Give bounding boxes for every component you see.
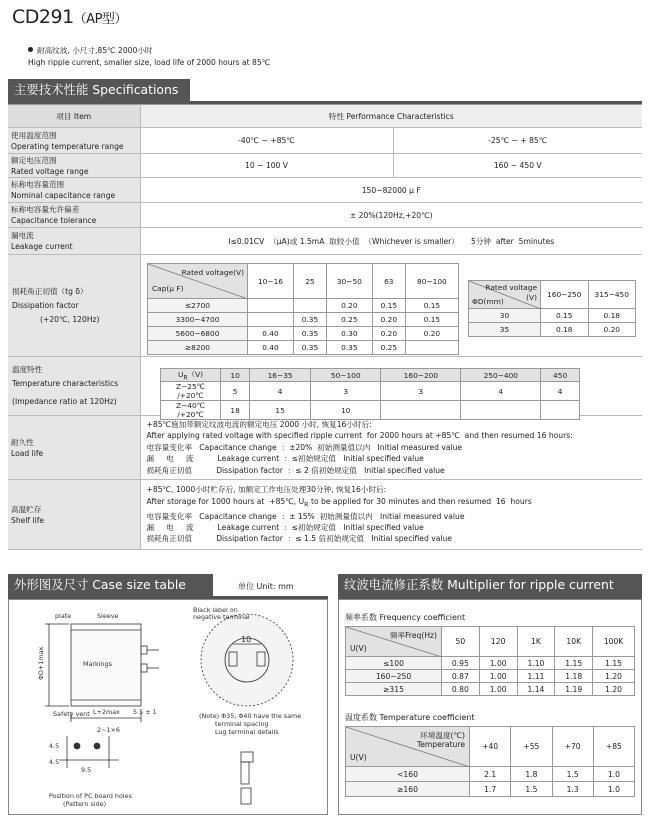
table-cell: ≤100 (346, 657, 442, 670)
dim-label: 9.5 (81, 766, 92, 774)
table-cell: ≤2700 (148, 299, 248, 313)
product-title: CD291（AP型） (12, 6, 127, 28)
text-line: 电容量变化率 Capacitance change ：± 15% 初始测量值以内 Initial measured value (146, 511, 465, 521)
table-cell: ≥8200 (148, 341, 248, 355)
negative-terminal-text: negative terminal (193, 613, 250, 621)
table-row (469, 323, 636, 337)
table-cell: 0.15 (405, 299, 458, 313)
table-cell: 16~35 (250, 369, 311, 382)
table-cell: 0.18 (541, 323, 589, 337)
note-text-3: Lug terminal details (215, 728, 279, 736)
table-cell: 3300~4700 (148, 313, 248, 327)
table-cell: 0.20 (588, 323, 636, 337)
text-line: 损耗角正切值 Dissipation factor ：≤ 1.5 倍初始规定值 Initial specified value (146, 534, 452, 544)
table-cell: 10 (221, 369, 250, 382)
table-cell: 18 (221, 401, 250, 420)
table-cell: 3 (381, 382, 461, 401)
table-cell: 1.19 (555, 683, 593, 696)
table-cell: 4 (250, 382, 311, 401)
table-cell: 1.5 (511, 782, 552, 797)
text-line: 漏 电 流 Leakage current ：≤初始规定值 Initial specified value (146, 522, 424, 532)
table-cell (541, 401, 580, 420)
table-cell: 1.0 (593, 782, 634, 797)
table-row (148, 341, 459, 355)
table-cell: Z−25℃ /+20℃ (161, 382, 221, 401)
table-cell: Z−40℃ /+20℃ (161, 401, 221, 420)
ur-label: $U_R(V)$ (161, 369, 221, 382)
ripple-section-header: 纹波电流修正系数 Multiplier for ripple current (338, 574, 642, 599)
case-drawing-panel (8, 599, 328, 815)
table-cell: 1.00 (479, 670, 517, 683)
table-cell: 1.15 (555, 657, 593, 670)
feature-text: 耐高纹波, 小尺寸,85℃ 2000小时 High ripple current, smaller size, load life of 2000 hours at 85℃ (28, 46, 271, 67)
dim-label-3: 4.5 (49, 758, 60, 766)
pcb-label: Position of PC board holes (49, 792, 132, 800)
pcb-label-2: (Pattern side) (63, 800, 107, 808)
frequency-coefficient-table: 频率Freq(Hz) U(V) 50 120 1K 10K 100K ≤100 0.95 1.00 1.10 1.15 1.15 160~250 0.87 1.00 1.11 1.18 1.20 ≥315 0.80 1.00 1.14 1.19 1.20 (345, 626, 635, 696)
lead-label: 5.5 ± 1 (133, 708, 157, 716)
hole-label: 2~1×6 (97, 726, 120, 734)
bullet-icon (28, 47, 33, 52)
table-cell: 1.00 (479, 657, 517, 670)
table-cell: ≥315 (346, 683, 442, 696)
table-cell: 5 (221, 382, 250, 401)
table-row (148, 313, 459, 327)
table-cell: 450 (541, 369, 580, 382)
table-cell: 0.25 (372, 341, 405, 355)
table-cell (293, 299, 326, 313)
capacitor-drawing (9, 600, 327, 814)
table-cell: ≥160 (346, 782, 470, 797)
table-cell: 1.15 (593, 657, 635, 670)
table-cell (248, 299, 294, 313)
table-cell (405, 341, 458, 355)
table-cell: 0.20 (326, 299, 372, 313)
table-cell: 1.5 (552, 767, 593, 782)
spec-table: 项目 Item 特性 Performance Characteristics 使用温度范围 Operating temperature range -40℃ ~ +85℃ -25℃ ~ + 85℃ 额定电压范围 Rated voltage range 10 ~ 100 V 160 ~ 450 V 标称电容量范围 Nominal capacitance range 150~82000 μ F 标称电容量允许偏差 Capacitance tolerance ± 20%(120Hz,+20℃) 漏电流 Leakage current I≤0.01CV （μA)或 1.5mA 取较小值 （Whichever is smaller） 5分钟 after 5minutes 损耗角正切值（tg δ） Dissipation factor (+20℃, 120Hz) 温度特性 Temperature characteristics (Impedance ratio at 120Hz) 耐久性 Load life +85℃施加带额定纹波电流的额定电压 2000 小时, 恢复16小时后: After applying rated voltage with specified ripple current for 2000 hours at +85℃ and then resumed 16 hours: 电容量变化率 Capacitance change ：±20% 初始测量值以内 Initial measured value 漏 电 流 Leakage current ：≤初始规定值 Initial specified value 损耗角正切值 Dissipation factor ：≤ 2 倍初始规定值 Initial specified value 高温贮存 Shelf life +85℃, 1000小时贮存后, 加额定工作电压处理30分钟, 恢复16小时后: After storage for 1000 hours at +85℃, $U_R$ to be applied for 30 minutes and then resumed 16 hours 电容量变化率 Capacitance change ：± 15% 初始测量值以内 Initial measured value 漏 电 流 Leakage current ：≤初始规定值 Initial specified value 损耗角正切值 Dissipation factor ：≤ 1.5 倍初始规定值 Initial specified value (8, 104, 642, 550)
table-cell: 2.1 (470, 767, 511, 782)
table-cell: 0.40 (248, 327, 294, 341)
table-cell: 0.35 (293, 313, 326, 327)
table-row (346, 670, 635, 683)
table-row (161, 382, 580, 401)
table-cell: 10 (311, 401, 381, 420)
table-row (161, 401, 580, 420)
table-cell: 0.87 (442, 670, 480, 683)
table-cell: 4 (461, 382, 541, 401)
table-cell: 1.20 (593, 683, 635, 696)
text-line: After applying rated voltage with specified ripple current for 2000 hours at +85℃ and then resumed 16 hours: (146, 431, 573, 441)
table-cell: 0.35 (326, 341, 372, 355)
table-cell: 5600~6800 (148, 327, 248, 341)
table-cell: 1.3 (552, 782, 593, 797)
table-row (346, 657, 635, 670)
length-label: L+2max (93, 708, 120, 716)
diameter-label: ΦD+1max (37, 646, 45, 680)
text-line: 漏 电 流 Leakage current ：≤初始规定值 Initial specified value (146, 454, 424, 464)
table-row (346, 782, 635, 797)
table-row (148, 327, 459, 341)
table-cell: 0.15 (541, 309, 589, 323)
case-section-header: 外形图及尺寸 Case size table 单位 Unit: mm (8, 574, 328, 599)
table-cell: 1.8 (511, 767, 552, 782)
table-cell: 1.20 (593, 670, 635, 683)
table-cell: 0.95 (442, 657, 480, 670)
black-label-text: Black label on (193, 606, 238, 614)
table-cell: 160~200 (381, 369, 461, 382)
ripple-panel: 频率系数 Frequency coefficient 频率Freq(Hz) U(V) 50 120 1K 10K 100K ≤100 0.95 1.00 1.10 1.15 1.15 160~250 0.87 1.00 1.11 1.18 1.20 ≥315 0.80 1.00 1.14 1.19 1.20 温度系数 Temperature coefficient 环境温度(℃) Temperature U(V) +40 +55 +70 +85 <160 2.1 1.8 1.5 1.0 ≥160 1.7 1.5 1.3 1.0 (338, 599, 642, 815)
table-cell: 0.40 (248, 341, 294, 355)
dim-label-2: 4.5 (49, 742, 60, 750)
table-cell: 4 (541, 382, 580, 401)
table-cell: 1.00 (479, 683, 517, 696)
table-cell: 0.80 (442, 683, 480, 696)
text-line: After storage for 1000 hours at +85℃, $U_R$ to be applied for 30 minutes and then resumed 16 hours (146, 496, 532, 509)
spec-section-header: 主要技术性能 Specifications (8, 79, 642, 104)
plate-label: plate (55, 612, 72, 620)
table-cell: 0.20 (405, 327, 458, 341)
markings-label: Markings (83, 660, 112, 668)
temperature-coefficient-table: 环境温度(℃) Temperature U(V) +40 +55 +70 +85 <160 2.1 1.8 1.5 1.0 ≥160 1.7 1.5 1.3 1.0 (345, 726, 635, 797)
table-cell (248, 313, 294, 327)
load-life-text (140, 416, 642, 480)
table-cell: 1.7 (470, 782, 511, 797)
tan-table-low-voltage: Rated voltage(V) Cap(μ F) 10~16 25 30~50 63 80~100 ≤2700 0.20 0.15 0.15 3300~4700 0.35 0.25 0.20 0.15 5600~6800 0.40 0.35 0.30 0.20 0.20 ≥8200 0.40 0.35 0.35 0.25 (147, 263, 459, 355)
note-text-2: terminal spacing (215, 720, 269, 728)
table-cell: 1.10 (517, 657, 555, 670)
table-cell: 0.25 (326, 313, 372, 327)
impedance-ratio-table (160, 368, 580, 420)
table-cell: 0.35 (293, 341, 326, 355)
table-cell: 1.18 (555, 670, 593, 683)
table-cell: 160~250 (346, 670, 442, 683)
table-cell: 3 (311, 382, 381, 401)
table-cell (461, 401, 541, 420)
table-cell: 15 (250, 401, 311, 420)
table-row (346, 683, 635, 696)
text-line: 电容量变化率 Capacitance change ：±20% 初始测量值以内 Initial measured value (146, 442, 463, 452)
table-cell: <160 (346, 767, 470, 782)
spacing-label: 10 (241, 635, 252, 644)
table-cell: 50~100 (311, 369, 381, 382)
table-cell: 250~400 (461, 369, 541, 382)
table-cell: 0.30 (326, 327, 372, 341)
table-cell: 30 (469, 309, 541, 323)
table-cell: 0.15 (405, 313, 458, 327)
table-cell: 1.14 (517, 683, 555, 696)
table-cell: 35 (469, 323, 541, 337)
note-text: (Note) Φ35, Φ40 have the same (199, 712, 302, 720)
shelf-life-text (140, 480, 642, 550)
table-cell: 1.0 (593, 767, 634, 782)
table-row (346, 767, 635, 782)
text-line: +85℃施加带额定纹波电流的额定电压 2000 小时, 恢复16小时后: (146, 420, 372, 429)
text-line: 损耗角正切值 Dissipation factor ：≤ 2 倍初始规定值 Initial specified value (146, 465, 445, 475)
text-line: +85℃, 1000小时贮存后, 加额定工作电压处理30分钟, 恢复16小时后: (146, 485, 387, 495)
table-cell: 0.18 (588, 309, 636, 323)
sleeve-label: Sleeve (97, 612, 119, 620)
table-row (469, 309, 636, 323)
table-cell: 0.15 (372, 299, 405, 313)
tan-table-high-voltage: Rated voltage (V) ΦD(mm) 160~250 315~450 30 0.15 0.18 35 0.18 0.20 (468, 280, 636, 337)
table-row (148, 299, 459, 313)
table-cell: 0.20 (372, 327, 405, 341)
safety-vent-label: Safety vent (53, 710, 90, 718)
table-cell: 0.35 (293, 327, 326, 341)
table-cell: 1.11 (517, 670, 555, 683)
table-cell (381, 401, 461, 420)
table-cell: 0.20 (372, 313, 405, 327)
